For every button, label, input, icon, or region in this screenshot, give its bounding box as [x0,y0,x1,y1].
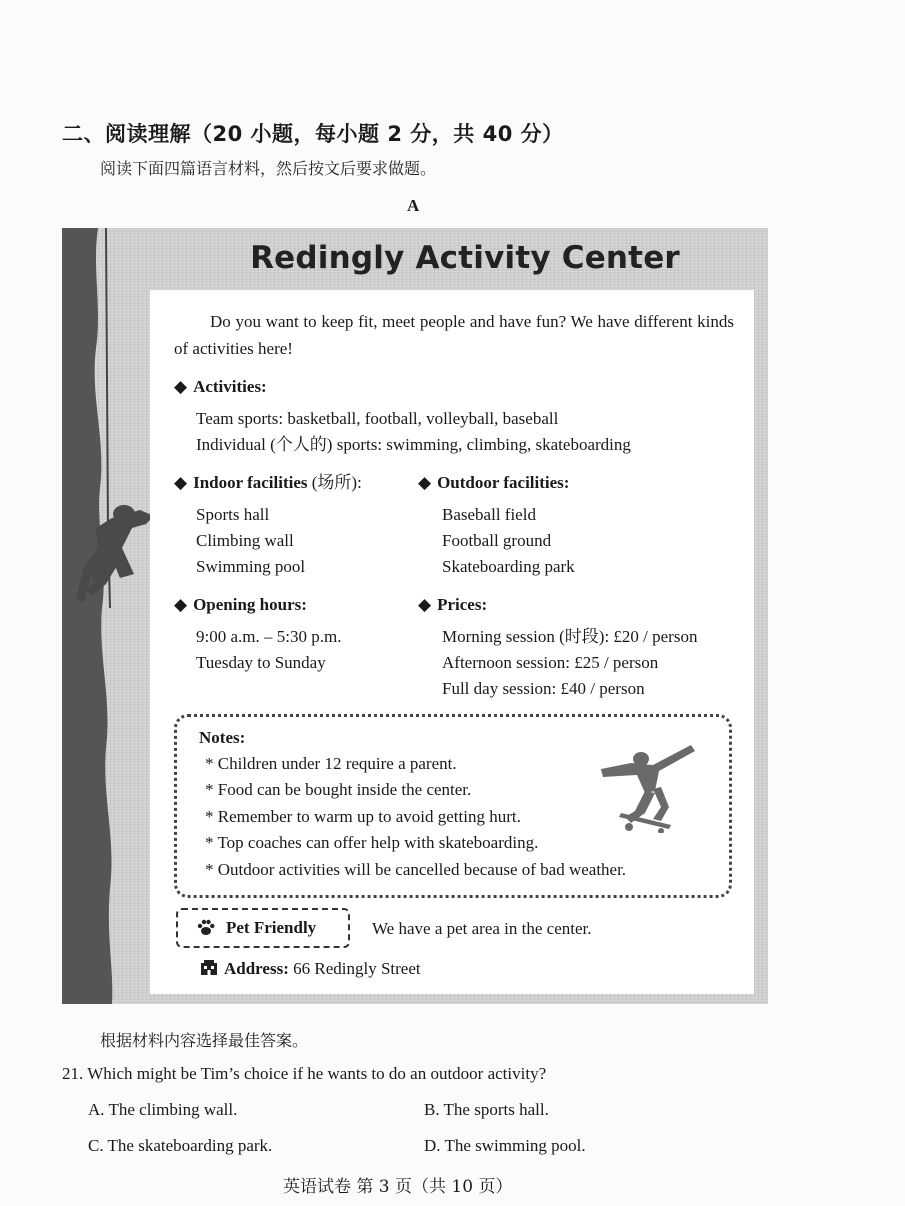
address-line: Address: 66 Redingly Street [200,956,421,982]
pet-area-text: We have a pet area in the center. [372,919,592,938]
activities-heading: ◆ Activities: [174,377,267,396]
opening-hours-heading: ◆ Opening hours: [174,595,307,614]
pet-friendly-label: Pet Friendly [226,918,317,937]
indoor-item: Sports hall [196,505,270,524]
outdoor-item: Skateboarding park [442,557,575,576]
diamond-bullet-icon: ◆ [174,595,188,614]
note-item: * Children under 12 require a parent. [205,754,457,773]
opening-hours-days: Tuesday to Sunday [196,653,326,672]
activity-poster [62,228,768,1004]
poster-intro: Do you want to keep fit, meet people and have fun? We have different kinds of activities here! [174,312,734,358]
opening-hours-time: 9:00 a.m. – 5:30 p.m. [196,627,342,646]
note-item: * Outdoor activities will be cancelled because of bad weather. [205,860,627,879]
question-option-c: C. The skateboarding park. [88,1136,273,1155]
activities-team-sports: Team sports: basketball, football, volleyball, baseball [196,409,559,428]
indoor-item: Climbing wall [196,531,294,550]
paw-icon [196,918,216,938]
outdoor-item: Baseball field [442,505,536,524]
question-option-b: B. The sports hall. [424,1100,549,1119]
diamond-bullet-icon: ◆ [418,595,432,614]
notes-heading: Notes: [199,728,246,747]
indoor-facilities-heading: ◆ Indoor facilities (场所): [174,473,362,492]
poster-title: Redingly Activity Center [250,240,680,276]
price-line: Afternoon session: £25 / person [442,653,659,672]
question-option-a: A. The climbing wall. [88,1100,238,1119]
note-item: * Food can be bought inside the center. [205,780,472,799]
reading-instruction: 阅读下面四篇语言材料，然后按文后要求做题。 [100,159,437,178]
outdoor-item: Football ground [442,531,552,550]
question-option-d: D. The swimming pool. [424,1136,586,1155]
poster-content-panel [150,290,754,994]
outdoor-facilities-heading: ◆ Outdoor facilities: [418,473,570,492]
prices-heading: ◆ Prices: [418,595,488,614]
note-item: * Top coaches can offer help with skateboarding. [205,833,539,852]
pet-friendly-badge [176,908,350,948]
price-line: Morning session (时段): £20 / person [442,627,698,646]
choose-instruction: 根据材料内容选择最佳答案。 [100,1031,309,1050]
section-heading: 二、阅读理解（20 小题，每小题 2 分，共 40 分） [62,122,564,146]
building-icon [200,960,218,976]
skateboarder-illustration [595,737,699,833]
diamond-bullet-icon: ◆ [174,377,188,396]
passage-letter: A [407,196,420,215]
indoor-item: Swimming pool [196,557,306,576]
price-line: Full day session: £40 / person [442,679,645,698]
note-item: * Remember to warm up to avoid getting hurt. [205,807,521,826]
page-footer: 英语试卷 第 3 页（共 10 页） [283,1177,513,1197]
question-21-stem: 21. Which might be Tim’s choice if he wants to do an outdoor activity? [62,1064,547,1083]
diamond-bullet-icon: ◆ [418,473,432,492]
notes-box [174,714,732,898]
diamond-bullet-icon: ◆ [174,473,188,492]
activities-individual-sports: Individual (个人的) sports: swimming, climbing, skateboarding [196,435,631,454]
